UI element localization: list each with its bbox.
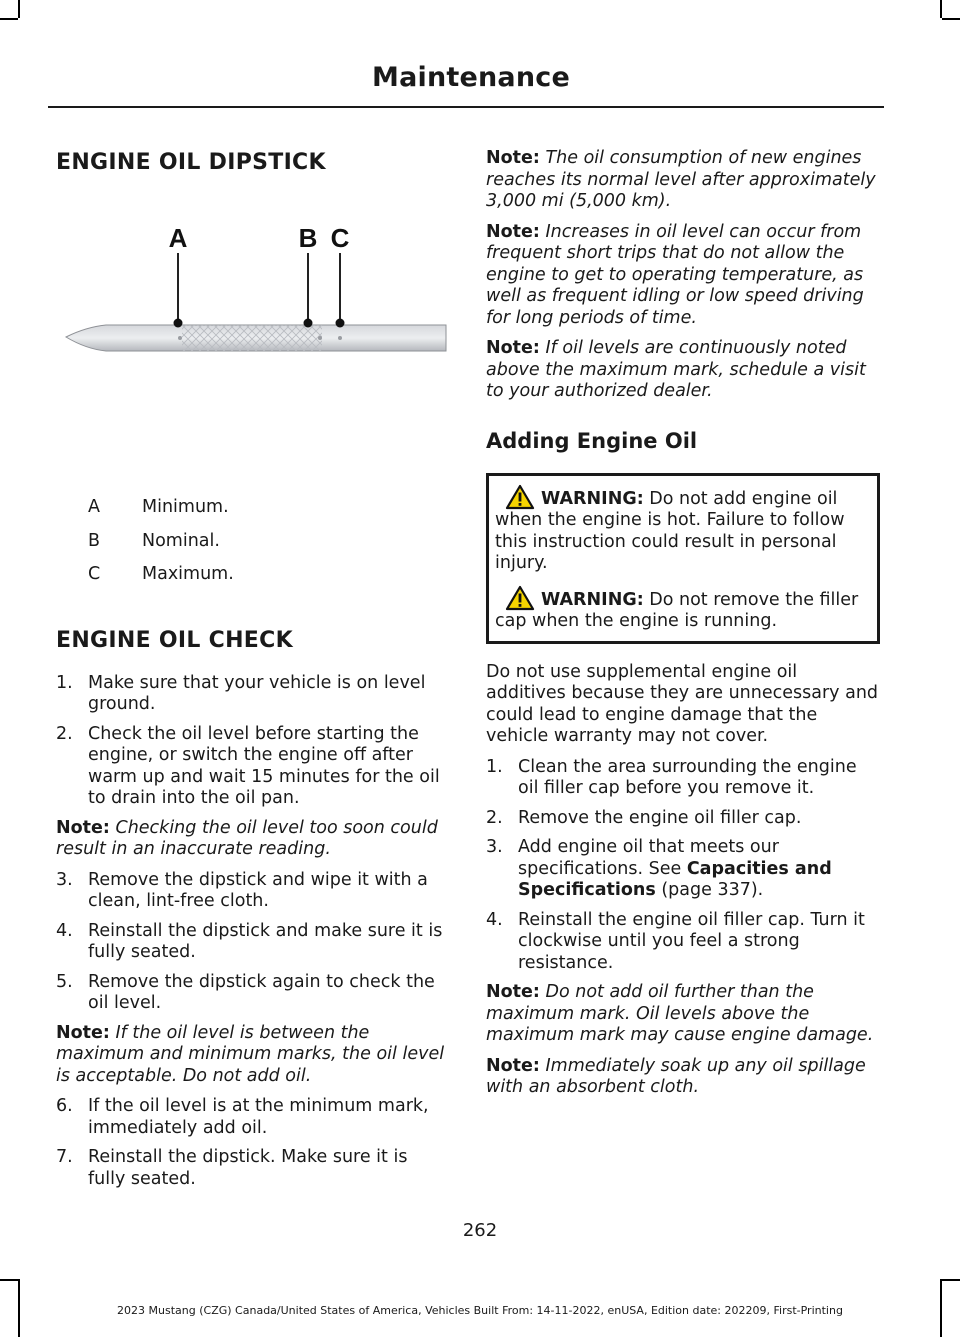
list-item [56,673,450,716]
note-label: Note: [56,817,110,838]
list-number: 4. [486,909,503,930]
list-text: Remove the dipstick again to check the oil level. [88,971,435,1013]
legend-key: B [88,530,101,551]
callout-label-b: B [298,223,318,253]
mark-dot-a [178,336,182,340]
legend-key: A [88,497,100,517]
warning-box [486,473,880,644]
warning-text: Do not add engine oil when the engine is hot. Failure to follow this instruction could result in personal injury. [495,488,845,573]
note-label: Note: [486,221,540,242]
list-number: 1. [486,756,503,777]
note [56,1023,450,1088]
warning-triangle-icon [505,484,535,510]
note [486,338,880,403]
note [486,148,880,213]
note-text: Checking the oil level too soon could result in an inaccurate reading. [56,817,438,859]
legend-value: Maximum. [142,564,234,584]
section-title-dipstick: ENGINE OIL DIPSTICK [56,150,326,175]
list-number: 3. [56,869,73,890]
legend-value: Nominal. [142,530,220,551]
legend-row [56,497,450,519]
list-text: Remove the dipstick and wipe it with a clean, lint-free cloth. [88,869,428,911]
note [486,1056,880,1099]
note-label: Note: [56,1022,110,1043]
crop-mark [942,18,960,20]
callout-label-a: A [168,223,188,253]
dipstick-hatch-zone [182,325,322,351]
note [56,818,450,861]
note-text: Increases in oil level can occur from frequent short trips that do not allow the engine to get to operating temperature, as well as frequent idling or low speed driving for long periods of time. [486,221,864,328]
legend-row [56,531,450,553]
callout-dot-c [336,319,345,328]
list-item [486,837,880,902]
callout-label-c: C [330,223,350,253]
list-number: 2. [486,807,503,828]
list-text: Make sure that your vehicle is on level ground. [88,672,426,714]
callout-dot-b [304,319,313,328]
section-title-adding-oil: Adding Engine Oil [486,428,698,453]
legend-value: Minimum. [142,497,229,517]
capacities-link[interactable]: Capacities and Specifications [518,858,832,900]
list-text: Check the oil level before starting the engine, or switch the engine off after warm up and wait 15 minutes for the oil to drain into the oil pan. [88,723,440,808]
warning-label: WARNING: [541,488,644,509]
list-item [486,910,880,975]
note-text: Immediately soak up any oil spillage with an absorbent cloth. [486,1055,866,1097]
crop-mark [940,0,942,18]
section-title-oil-check: ENGINE OIL CHECK [56,627,293,653]
list-item [56,724,450,810]
list-text: Reinstall the dipstick and make sure it is fully seated. [88,920,443,962]
note-label: Note: [486,338,540,358]
paragraph: Do not use supplemental engine oil additives because they are unnecessary and could lead to engine damage that the vehicle warranty may not cover. [486,661,879,746]
list-text: If the oil level is at the minimum mark, immediately add oil. [88,1096,429,1138]
warning-label: WARNING: [541,589,644,610]
warning-item [495,484,871,575]
crop-mark [0,18,18,20]
note-text: If oil levels are continuously noted above the maximum mark, schedule a visit to your authorized dealer. [486,338,866,401]
callout-dot-a [174,319,183,328]
crop-mark [0,1279,18,1281]
list-text: Clean the area surrounding the engine oil filler cap before you remove it. [518,756,857,798]
left-column [56,140,450,1190]
page-ref: (page 337). [655,880,764,900]
step-text: Add engine oil that meets our specifications. See [518,837,779,879]
legend-key: C [88,564,101,584]
list-text [518,837,880,902]
dipstick-illustration [56,215,450,365]
warning-text: Do not remove the filler cap when the engine is running. [495,589,859,631]
note [486,222,880,330]
mark-dot-c [338,336,342,340]
page-number: 262 [462,1220,498,1241]
page-header-title: Maintenance [372,62,570,93]
footer-text: 2023 Mustang (CZG) Canada/United States of America, Vehicles Built From: 14-11-2022, enUSA, Edition date: 202209, First-Printing [117,1304,843,1317]
list-text: Reinstall the dipstick. Make sure it is fully seated. [88,1147,408,1189]
list-number: 1. [56,672,73,693]
header-rule [48,106,884,108]
dipstick-legend [56,497,450,586]
note-text: The oil consumption of new engines reaches its normal level after approximately 3,000 mi (5,000 km). [486,148,876,211]
note-text: Do not add oil further than the maximum mark. Oil levels above the maximum mark may cause engine damage. [486,982,874,1045]
note-label: Note: [486,982,540,1002]
list-item [56,870,450,913]
list-number: 3. [486,837,503,857]
right-column [486,140,880,1099]
list-item [486,808,880,830]
note [486,982,880,1047]
mark-dot-b [318,336,322,340]
list-text: Reinstall the engine oil filler cap. Turn it clockwise until you feel a strong resistance. [518,909,865,973]
list-number: 2. [56,723,73,744]
list-item [56,1147,450,1190]
list-item [56,921,450,964]
list-number: 7. [56,1147,73,1167]
list-item [56,972,450,1015]
list-number: 4. [56,920,73,941]
warning-triangle-icon [505,585,535,611]
list-number: 6. [56,1096,73,1116]
list-text: Remove the engine oil filler cap. [518,807,802,828]
list-number: 5. [56,971,73,992]
crop-mark [18,0,20,18]
list-item [56,1096,450,1139]
note-label: Note: [486,148,540,168]
warning-item [495,585,871,633]
note-label: Note: [486,1055,540,1076]
note-text: If the oil level is between the maximum and minimum marks, the oil level is acceptable. Do not add oil. [56,1022,445,1086]
crop-mark [942,1279,960,1281]
list-item [486,757,880,800]
legend-row [56,564,450,586]
